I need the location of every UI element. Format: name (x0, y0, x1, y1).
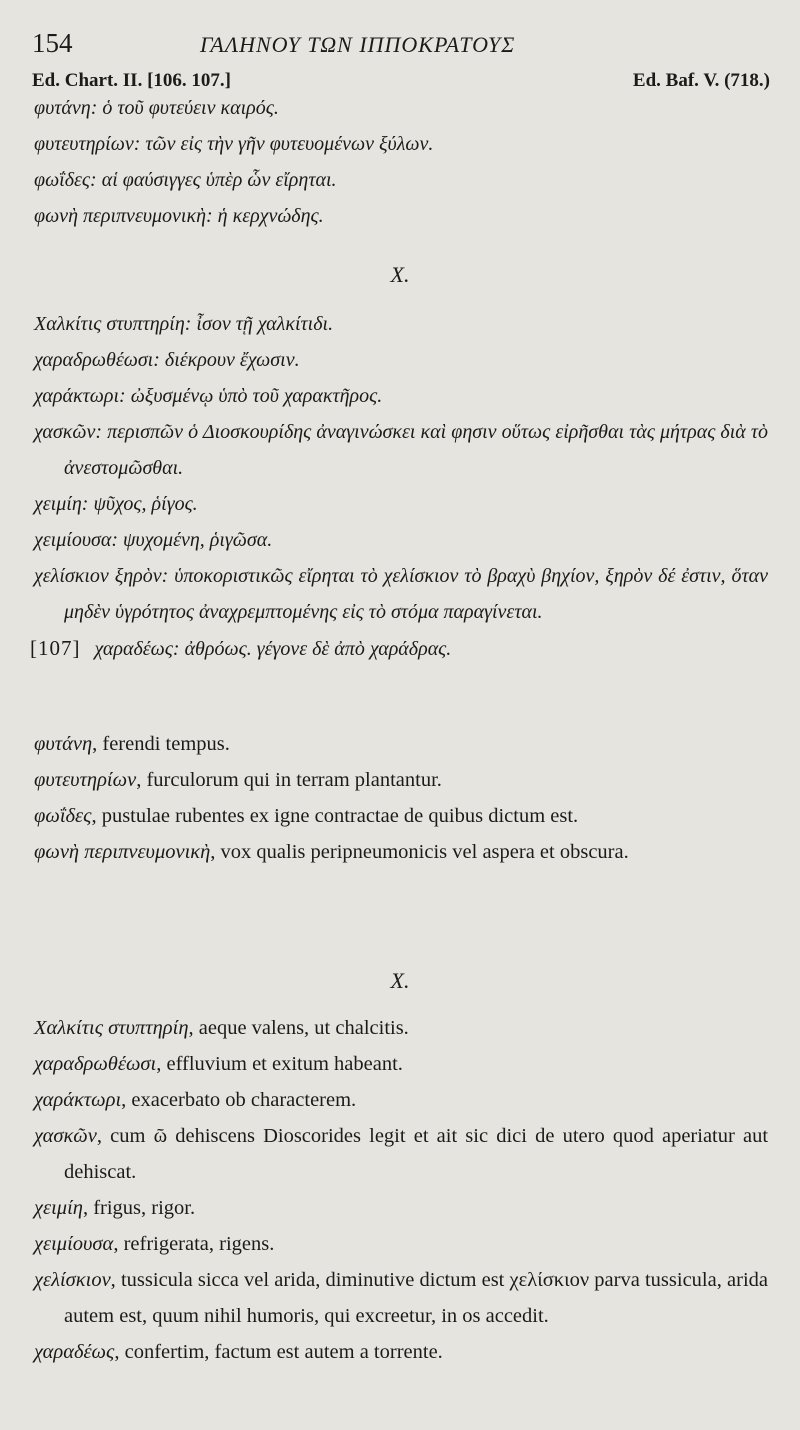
gloss-entry: φυτάνη, ferendi tempus. (34, 733, 230, 755)
entry-lemma: χειμίουσα (34, 1233, 114, 1255)
page-number: 154 (32, 28, 73, 58)
entry-gloss: vox qualis peripneumonicis vel aspera et obscura. (220, 841, 629, 863)
gloss-entry: φυτευτηρίων: τῶν εἰς τὴν γῆν φυτευομένων ξύλων. (34, 133, 434, 155)
gloss-entry: χαραδέως, confertim, factum est autem a torrente. (34, 1341, 443, 1363)
page-header (32, 28, 770, 68)
entry-lemma: χειμίη (34, 493, 82, 515)
entry-gloss: ferendi tempus. (102, 733, 230, 755)
entry-gloss: ἀθρόως. γέγονε δὲ ἀπὸ χαράδρας. (184, 638, 452, 660)
gloss-entry: χειμίουσα, refrigerata, rigens. (34, 1233, 275, 1255)
entry-lemma: χελίσκιον ξηρὸν (34, 565, 162, 587)
entry-lemma: φυτευτηρίων (34, 133, 134, 155)
entry-lemma: φωΐδες (34, 805, 92, 827)
entry-lemma: χαραδέως (94, 638, 173, 660)
entry-gloss: τῶν εἰς τὴν γῆν φυτευομένων ξύλων. (145, 133, 434, 155)
gloss-entry: φωνὴ περιπνευμονικὴ: ἡ κερχνώδης. (34, 205, 324, 227)
entry-gloss: cum ῶ dehiscens Dioscorides legit et ait sic dici de utero quod aperiatur aut dehiscat. (64, 1125, 769, 1183)
entry-lemma: χαράκτωρι (34, 1089, 122, 1111)
gloss-entry: φωΐδες: αἱ φαύσιγγες ὑπὲρ ὧν εἴρηται. (34, 169, 337, 191)
gloss-entry: φωΐδες, pustulae rubentes ex igne contractae de quibus dictum est. (34, 805, 579, 827)
edition-basel: Ed. Baf. V. (718.) (632, 70, 770, 91)
gloss-entry: χασκῶν: περισπῶν ὁ Διοσκουρίδης ἀναγινώσκει καὶ φησιν οὕτως εἰρῆσθαι τὰς μήτρας διὰ τὸ ἀνεστομῶσθαι. (34, 421, 768, 479)
entry-lemma: φωΐδες (34, 169, 91, 191)
edition-chartier: Ed. Chart. II. [106. 107.] (32, 70, 231, 91)
entry-lemma: φωνὴ περιπνευμονικὴ (34, 205, 206, 227)
entry-gloss: tussicula sicca vel arida, diminutive dictum est χελίσκιον parva tussicula, arida autem est, quum nihil humoris, qui excreetur, in os accedit. (64, 1269, 768, 1327)
gloss-entry: χαραδρωθέωσι: διέκρουν ἔχωσιν. (34, 349, 300, 371)
entry-gloss: pustulae rubentes ex igne contractae de quibus dictum est. (101, 805, 579, 827)
section-heading-chi-greek: Χ. (390, 262, 410, 287)
entry-lemma: χειμίη (34, 1197, 83, 1219)
gloss-entry: χειμίη: ψῦχος, ῥίγος. (34, 493, 198, 515)
entry-lemma: φωνὴ περιπνευμονικὴ (34, 841, 211, 863)
page-reference: [107] (30, 636, 81, 660)
gloss-entry: χελίσκιον, tussicula sicca vel arida, diminutive dictum est χελίσκιον parva tussicula, arida autem est, quum nihil humoris, qui excreetur, in os accedit. (34, 1269, 768, 1327)
entry-gloss: διέκρουν ἔχωσιν. (164, 349, 300, 371)
entry-lemma: χαράκτωρι (34, 385, 120, 407)
greek-chi-block (30, 306, 768, 667)
entry-lemma: Χαλκίτις στυπτηρίη (34, 313, 185, 335)
gloss-entry: χαράκτωρι: ὠξυσμένῳ ὑπὸ τοῦ χαρακτῆρος. (34, 385, 383, 407)
gloss-entry: χειμίουσα: ψυχομένη, ῥιγῶσα. (34, 529, 273, 551)
latin-phi-block (34, 726, 768, 870)
entry-gloss: furculorum qui in terram plantantur. (146, 769, 442, 791)
gloss-entry: χειμίη, frigus, rigor. (34, 1197, 196, 1219)
entry-lemma: Χαλκίτις στυπτηρίη (34, 1017, 189, 1039)
section-heading-chi-latin: Χ. (390, 968, 410, 993)
entry-lemma: φυτευτηρίων (34, 769, 137, 791)
entry-lemma: χασκῶν (34, 1125, 97, 1147)
entry-lemma: χελίσκιον (34, 1269, 111, 1291)
latin-chi-block (34, 1010, 768, 1370)
entry-gloss: ὑποκοριστικῶς εἴρηται τὸ χελίσκιον τὸ βραχὺ βηχίον, ξηρὸν δέ ἐστιν, ὅταν μηδὲν ὑγρότητος ἀναχρεμπτομένης εἰς τὸ στόμα παραγίνεται. (64, 565, 768, 623)
entry-gloss: confertim, factum est autem a torrente. (124, 1341, 443, 1363)
gloss-entry: χελίσκιον ξηρὸν: ὑποκοριστικῶς εἴρηται τὸ χελίσκιον τὸ βραχὺ βηχίον, ξηρὸν δέ ἐστιν, ὅταν μηδὲν ὑγρότητος ἀναχρεμπτομένης εἰς τὸ στόμα παραγίνεται. (34, 565, 768, 623)
entry-lemma: φυτάνη (34, 97, 91, 119)
entry-lemma: χασκῶν (34, 421, 96, 443)
entry-gloss: περισπῶν ὁ Διοσκουρίδης ἀναγινώσκει καὶ φησιν οὕτως εἰρῆσθαι τὰς μήτρας διὰ τὸ ἀνεστομῶσθαι. (64, 421, 768, 479)
entry-gloss: ὁ τοῦ φυτεύειν καιρός. (102, 97, 279, 119)
entry-gloss: ἶσον τῇ χαλκίτιδι. (196, 313, 334, 335)
entry-gloss: refrigerata, rigens. (123, 1233, 275, 1255)
entry-gloss: ἡ κερχνώδης. (217, 205, 324, 227)
entry-gloss: frigus, rigor. (93, 1197, 196, 1219)
entry-lemma: χαραδρωθέωσι (34, 349, 154, 371)
gloss-entry: χαραδρωθέωσι, effluvium et exitum habeant. (34, 1053, 403, 1075)
running-title: ΓΑΛΗΝΟΥ ΤΩΝ ΙΠΠΟΚΡΑΤΟΥΣ (200, 32, 516, 57)
entry-gloss: exacerbato ob characterem. (131, 1089, 357, 1111)
gloss-entry: [107] χαραδέως: ἀθρόως. γέγονε δὲ ἀπὸ χαράδρας. (30, 636, 452, 660)
entry-gloss: aeque valens, ut chalcitis. (198, 1017, 409, 1039)
gloss-entry: χασκῶν, cum ῶ dehiscens Dioscorides legit et ait sic dici de utero quod aperiatur aut dehiscat. (34, 1125, 769, 1183)
entry-lemma: χαραδρωθέωσι (34, 1053, 157, 1075)
gloss-entry: χαράκτωρι, exacerbato ob characterem. (34, 1089, 357, 1111)
gloss-entry: φυτευτηρίων, furculorum qui in terram plantantur. (34, 769, 442, 791)
gloss-entry: Χαλκίτις στυπτηρίη, aeque valens, ut chalcitis. (34, 1017, 409, 1039)
gloss-entry: φυτάνη: ὁ τοῦ φυτεύειν καιρός. (34, 97, 279, 119)
entry-gloss: αἱ φαύσιγγες ὑπὲρ ὧν εἴρηται. (101, 169, 337, 191)
entry-gloss: ὠξυσμένῳ ὑπὸ τοῦ χαρακτῆρος. (130, 385, 383, 407)
entry-gloss: ψυχομένη, ῥιγῶσα. (123, 529, 273, 551)
gloss-entry: φωνὴ περιπνευμονικὴ, vox qualis peripneumonicis vel aspera et obscura. (34, 841, 629, 863)
entry-lemma: χαραδέως (34, 1341, 115, 1363)
entry-lemma: χειμίουσα (34, 529, 112, 551)
gloss-entry: Χαλκίτις στυπτηρίη: ἶσον τῇ χαλκίτιδι. (34, 313, 334, 335)
entry-gloss: ψῦχος, ῥίγος. (93, 493, 198, 515)
entry-gloss: effluvium et exitum habeant. (166, 1053, 403, 1075)
entry-lemma: φυτάνη (34, 733, 93, 755)
greek-phi-block (34, 90, 768, 234)
